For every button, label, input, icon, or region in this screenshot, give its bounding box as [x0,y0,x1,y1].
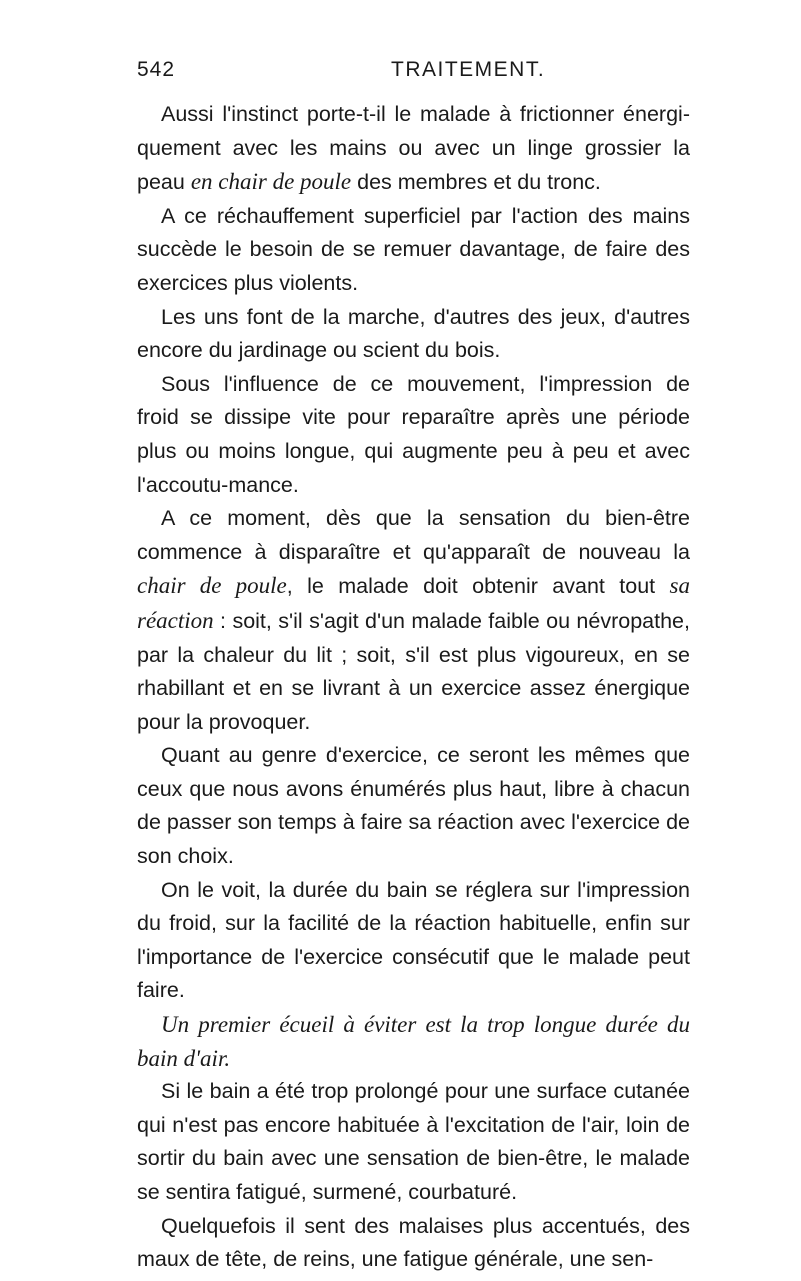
body-text [137,98,690,1277]
paragraph-9: Si le bain a été trop prolongé pour une surface cutanée qui n'est pas encore habituée à l'excitation de l'air, loin de sortir du bain avec une sensation de bien-être, le malade se sentira fatigué, surmené, courbaturé. [137,1079,690,1204]
italic-term: sa réaction [137,573,690,633]
paragraph-5: A ce moment, dès que la sensation du bien-être commence à disparaître et qu'apparaît de nouveau la chair de poule, le malade doit obtenir avant tout sa réaction : soit, s'il s'agit d'un malade faible ou névropathe, par la chaleur du lit ; soit, s'il est plus vigoureux, en se rhabillant et en se livrant à un exercice assez énergique pour la provoquer. [137,506,690,734]
paragraph-3: Les uns font de la marche, d'autres des jeux, d'autres encore du jardinage ou scient du bois. [137,304,690,363]
paragraph-4: Sous l'influence de ce mouvement, l'impression de froid se dissipe vite pour reparaître après une période plus ou moins longue, qui augmente peu à peu et avec l'accoutu-mance. [137,371,690,497]
running-title: TRAITEMENT. [391,58,546,81]
paragraph-10: Quelquefois il sent des malaises plus accentués, des maux de tête, de reins, une fatigue générale, une sen- [137,1213,690,1272]
paragraph-1: Aussi l'instinct porte-t-il le malade à frictionner énergi-quement avec les mains ou avec un linge grossier la peau en chair de poule des membres et du tronc. [137,102,690,195]
italic-term: en chair de poule [190,169,352,195]
paragraph-8-italic-heading: Un premier écueil à éviter est la trop longue durée du bain d'air. [137,1012,690,1071]
italic-term: chair de poule [137,573,287,599]
page-number: 542 [137,58,176,81]
paragraph-7: On le voit, la durée du bain se réglera sur l'impression du froid, sur la facilité de la réaction habituelle, enfin sur l'importance de l'exercice consécutif que le malade peut faire. [137,877,690,1003]
paragraph-2: A ce réchauffement superficiel par l'action des mains succède le besoin de se remuer davantage, de faire des exercices plus violents. [137,203,690,295]
paragraph-6: Quant au genre d'exercice, ce seront les mêmes que ceux que nous avons énumérés plus haut, libre à chacun de passer son temps à faire sa réaction avec l'exercice de son choix. [137,743,690,869]
running-header [137,58,697,88]
